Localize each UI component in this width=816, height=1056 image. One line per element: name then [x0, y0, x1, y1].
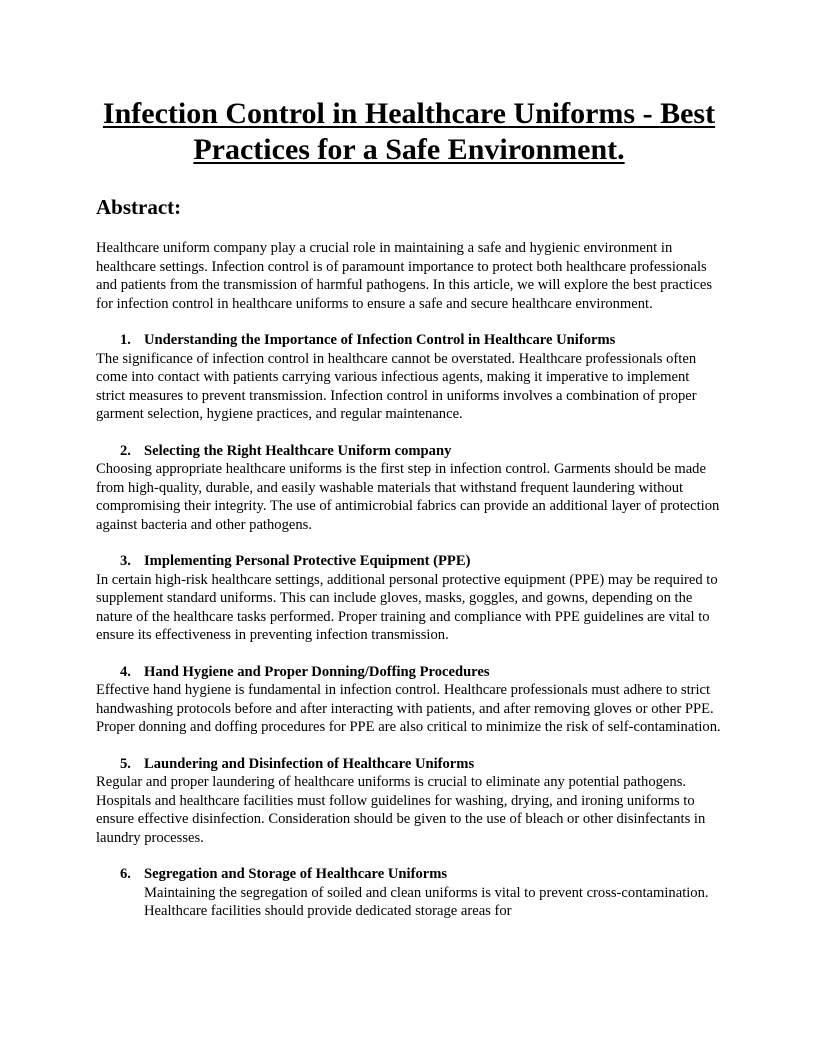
- document-page: [96, 96, 722, 921]
- section-number: 2.: [120, 442, 131, 459]
- section-heading-text: Understanding the Importance of Infection Control in Healthcare Uniforms: [144, 332, 616, 348]
- section-4: [96, 663, 722, 737]
- section-body: Regular and proper laundering of healthcare uniforms is crucial to eliminate any potential pathogens. Hospitals and healthcare facilities must follow guidelines for washing, drying, and ironing uniforms to ensure effective disinfection. Consideration should be given to the use of bleach or other disinfectants in laundry processes.: [96, 774, 706, 846]
- section-body: Maintaining the segregation of soiled and clean uniforms is vital to prevent cross-contamination. Healthcare facilities should provide dedicated storage areas for: [144, 884, 709, 919]
- section-number: 1.: [120, 332, 131, 348]
- section-heading-text: Laundering and Disinfection of Healthcare Uniforms: [144, 755, 475, 772]
- section-heading-text: Segregation and Storage of Healthcare Uniforms: [144, 866, 448, 882]
- section-number: 5.: [120, 755, 131, 772]
- section-body: In certain high-risk healthcare settings, additional personal protective equipment (PPE) may be required to supplement standard uniforms. This can include gloves, masks, goggles, and gowns, depending on the nature of the healthcare tasks performed. Proper training and compliance with PPE guidelines are vital to ensure its effectiveness in preventing infection transmission.: [96, 571, 718, 643]
- section-5: [96, 755, 722, 848]
- section-heading: [96, 865, 722, 884]
- section-heading: [96, 663, 722, 682]
- section-number: 6.: [120, 866, 131, 882]
- section-heading: [96, 442, 722, 461]
- section-3: [96, 552, 722, 645]
- section-number: 4.: [120, 663, 131, 680]
- section-heading: [96, 331, 722, 350]
- section-heading: [96, 755, 722, 774]
- section-body: Choosing appropriate healthcare uniforms is the first step in infection control. Garments should be made from high-quality, durable, and easily washable materials that withstand frequent laundering without compromising their integrity. The use of antimicrobial fabrics can provide an additional layer of protection against bacteria and other pathogens.: [96, 461, 720, 533]
- section-2: [96, 442, 722, 535]
- section-heading-text: Hand Hygiene and Proper Donning/Doffing Procedures: [144, 663, 490, 680]
- section-heading-text: Implementing Personal Protective Equipment (PPE): [144, 553, 471, 569]
- document-title: Infection Control in Healthcare Uniforms - Best Practices for a Safe Environment.: [102, 97, 716, 166]
- section-heading: [96, 552, 722, 571]
- section-body: The significance of infection control in healthcare cannot be overstated. Healthcare professionals often come into contact with patients carrying various infectious agents, making it imperative to implement strict measures to prevent transmission. Infection control in uniforms involves a combination of proper garment selection, hygiene practices, and regular maintenance.: [96, 350, 697, 422]
- section-body: Effective hand hygiene is fundamental in infection control. Healthcare professionals must adhere to strict handwashing protocols before and after interacting with patients, and after removing gloves or other PPE. Proper donning and doffing procedures for PPE are also critical to minimize the risk of self-contamination.: [96, 682, 721, 735]
- abstract-paragraph: Healthcare uniform company play a crucial role in maintaining a safe and hygienic environment in healthcare settings. Infection control is of paramount importance to protect both healthcare professionals and patients from the transmission of harmful pathogens. In this article, we will explore the best practices for infection control in healthcare uniforms to ensure a safe and secure healthcare environment.: [96, 240, 713, 312]
- abstract-heading: Abstract:: [96, 195, 182, 219]
- section-number: 3.: [120, 553, 131, 569]
- section-heading-text: Selecting the Right Healthcare Uniform company: [144, 442, 452, 459]
- section-6: [96, 865, 722, 921]
- section-1: [96, 331, 722, 424]
